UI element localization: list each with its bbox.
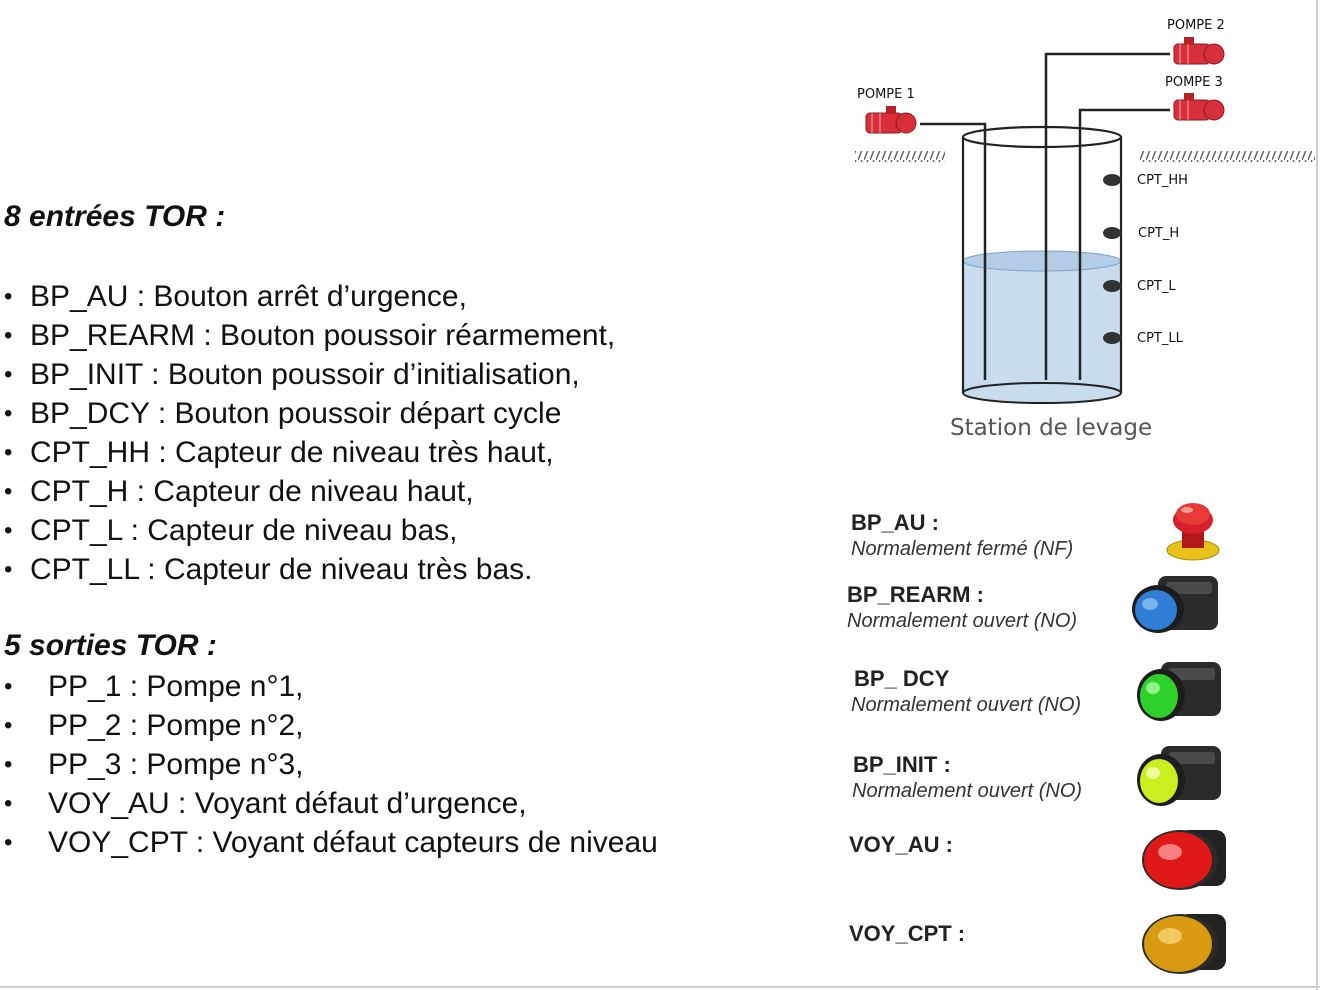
legend-item-name: BP_REARM : bbox=[847, 582, 984, 607]
bullet-icon: • bbox=[4, 400, 13, 427]
components-legend bbox=[840, 480, 1320, 990]
list-item: • BP_REARM : Bouton poussoir réarmement, bbox=[30, 316, 615, 355]
amber-indicator-light-icon bbox=[1138, 906, 1238, 980]
sensor-hh-label: CPT_HH bbox=[1137, 173, 1188, 188]
legend-item-desc: Normalement ouvert (NO) bbox=[847, 610, 1078, 632]
pump-1-icon bbox=[866, 106, 916, 133]
legend-item-bp-au bbox=[840, 508, 1320, 574]
page-border-bottom bbox=[0, 986, 1320, 988]
list-item: • PP_3 : Pompe n°3, bbox=[48, 745, 658, 784]
sensor-h-label: CPT_H bbox=[1138, 226, 1180, 241]
inputs-list bbox=[4, 277, 616, 589]
sensor-ll-label: CPT_LL bbox=[1137, 331, 1183, 346]
bullet-icon: • bbox=[4, 790, 13, 817]
bullet-icon: • bbox=[4, 361, 13, 388]
bullet-icon: • bbox=[4, 283, 13, 310]
bullet-icon: • bbox=[4, 673, 13, 700]
sensor-ll-icon bbox=[1103, 332, 1121, 344]
ground-left bbox=[855, 151, 945, 162]
outputs-list bbox=[4, 667, 658, 862]
bullet-icon: • bbox=[4, 556, 13, 583]
yellow-green-push-button-icon bbox=[1135, 742, 1235, 812]
pump-1-label: POMPE 1 bbox=[857, 87, 915, 102]
list-item: • CPT_H : Capteur de niveau haut, bbox=[30, 472, 615, 511]
pump-3-icon bbox=[1174, 93, 1224, 120]
legend-item-name: BP_INIT : bbox=[853, 752, 951, 777]
blue-push-button-icon bbox=[1130, 572, 1230, 642]
pump-2-icon bbox=[1174, 37, 1224, 64]
list-item: • PP_2 : Pompe n°2, bbox=[48, 706, 658, 745]
list-item: • VOY_AU : Voyant défaut d’urgence, bbox=[48, 784, 658, 823]
lifting-station-diagram bbox=[840, 0, 1320, 460]
bullet-icon: • bbox=[4, 322, 13, 349]
legend-item-voy-cpt bbox=[840, 918, 1320, 984]
legend-item-bp-rearm bbox=[840, 580, 1320, 646]
red-indicator-light-icon bbox=[1138, 822, 1238, 896]
bullet-icon: • bbox=[4, 439, 13, 466]
legend-item-name: BP_AU : bbox=[851, 510, 940, 535]
legend-item-name: VOY_CPT : bbox=[849, 921, 966, 946]
legend-item-name: BP_ DCY bbox=[854, 666, 950, 691]
ground-right bbox=[1140, 151, 1315, 162]
legend-item-name: VOY_AU : bbox=[849, 832, 953, 857]
pump-3-label: POMPE 3 bbox=[1165, 75, 1223, 90]
legend-item-voy-au bbox=[840, 830, 1320, 896]
list-item: • BP_DCY : Bouton poussoir départ cycle bbox=[30, 394, 615, 433]
sensor-l-label: CPT_L bbox=[1137, 279, 1176, 294]
list-item: • PP_1 : Pompe n°1, bbox=[48, 667, 658, 706]
diagram-caption: Station de levage bbox=[950, 415, 1153, 441]
green-push-button-icon bbox=[1135, 658, 1235, 728]
legend-item-desc: Normalement fermé (NF) bbox=[851, 538, 1074, 560]
legend-item-bp-init bbox=[840, 750, 1320, 816]
list-item: • BP_INIT : Bouton poussoir d’initialisation, bbox=[30, 355, 615, 394]
inputs-title: 8 entrées TOR : bbox=[4, 200, 226, 233]
list-item: • CPT_LL : Capteur de niveau très bas. bbox=[30, 550, 615, 589]
bullet-icon: • bbox=[4, 751, 13, 778]
legend-item-desc: Normalement ouvert (NO) bbox=[851, 694, 1082, 716]
list-item: • CPT_HH : Capteur de niveau très haut, bbox=[30, 433, 615, 472]
page-border-right bbox=[1316, 0, 1318, 990]
outputs-title: 5 sorties TOR : bbox=[4, 629, 217, 662]
bullet-icon: • bbox=[4, 712, 13, 739]
emergency-stop-icon bbox=[1158, 488, 1228, 568]
bullet-icon: • bbox=[4, 517, 13, 544]
sensor-l-icon bbox=[1103, 280, 1121, 292]
sensor-hh-icon bbox=[1103, 174, 1121, 186]
bullet-icon: • bbox=[4, 478, 13, 505]
sensor-h-icon bbox=[1103, 227, 1121, 239]
pump-2-label: POMPE 2 bbox=[1167, 18, 1225, 33]
list-item: • VOY_CPT : Voyant défaut capteurs de niveau bbox=[48, 823, 658, 862]
water-volume bbox=[963, 251, 1121, 403]
legend-item-desc: Normalement ouvert (NO) bbox=[852, 780, 1083, 802]
legend-item-bp-dcy bbox=[840, 664, 1320, 730]
list-item: • BP_AU : Bouton arrêt d’urgence, bbox=[30, 277, 615, 316]
bullet-icon: • bbox=[4, 829, 13, 856]
list-item: • CPT_L : Capteur de niveau bas, bbox=[30, 511, 615, 550]
